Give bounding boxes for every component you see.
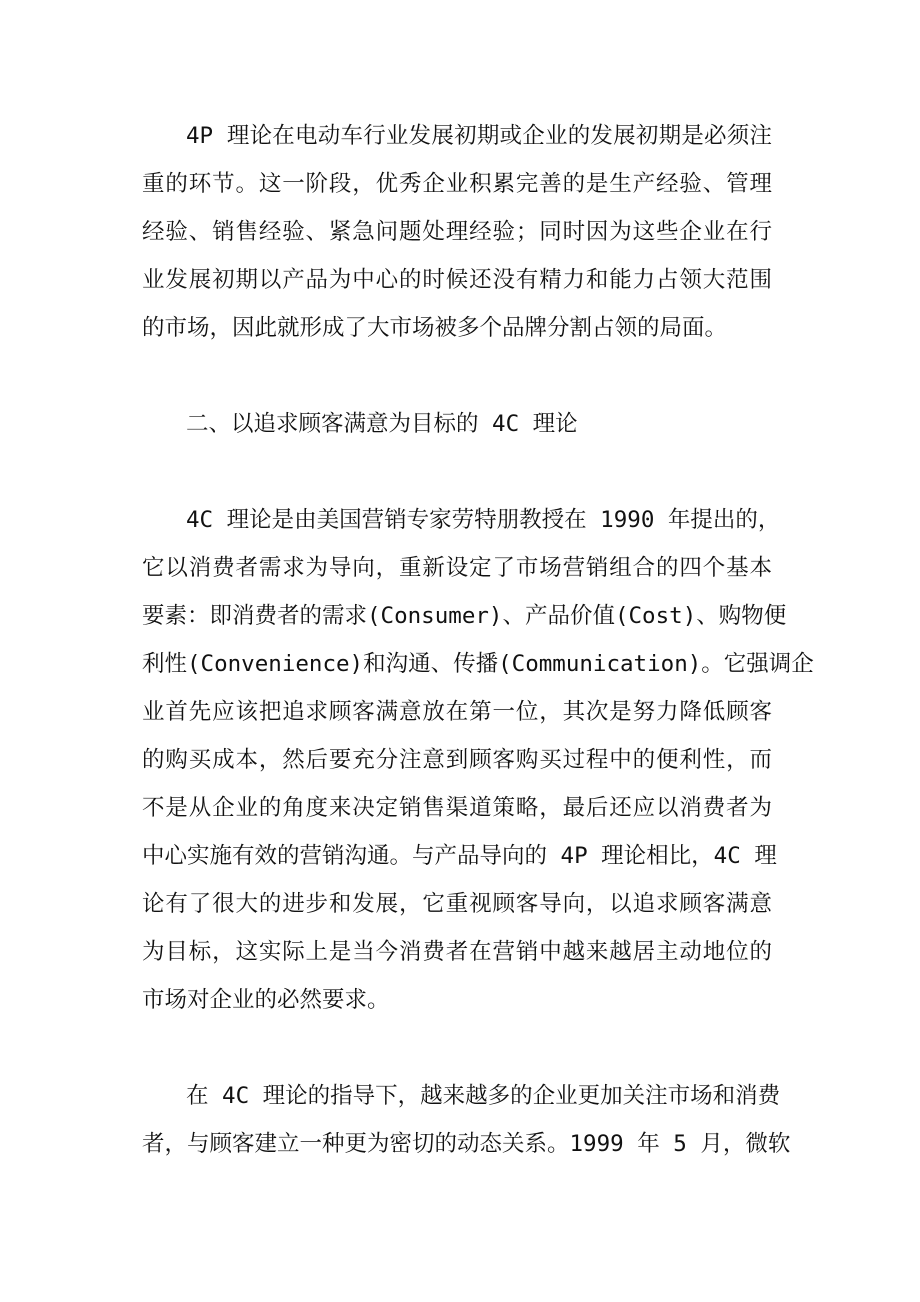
- paragraph-line: 的市场，因此就形成了大市场被多个品牌分割占领的局面。: [142, 315, 728, 341]
- paragraph-line: 经验、销售经验、紧急问题处理经验；同时因为这些企业在行: [142, 219, 772, 245]
- paragraph-line: 中心实施有效的营销沟通。与产品导向的 4P 理论相比，4C 理: [142, 843, 777, 869]
- paragraph-line: 的购买成本，然后要充分注意到顾客购买过程中的便利性，而: [142, 747, 772, 773]
- paragraph-line: 它以消费者需求为导向，重新设定了市场营销组合的四个基本: [142, 555, 772, 581]
- paragraph-line: 者，与顾客建立一种更为密切的动态关系。1999 年 5 月，微软: [142, 1131, 791, 1157]
- paragraph-line: 4C 理论是由美国营销专家劳特朋教授在 1990 年提出的，: [186, 507, 781, 533]
- section-heading: 二、以追求顾客满意为目标的 4C 理论: [186, 411, 578, 437]
- paragraph-line: 不是从企业的角度来决定销售渠道策略，最后还应以消费者为: [142, 795, 772, 821]
- paragraph-line: 业首先应该把追求顾客满意放在第一位，其次是努力降低顾客: [142, 699, 772, 725]
- paragraph-line: 4P 理论在电动车行业发展初期或企业的发展初期是必须注: [186, 123, 772, 149]
- paragraph-line: 利性(Convenience)和沟通、传播(Communication)。它强调企: [142, 651, 814, 677]
- paragraph-line: 重的环节。这一阶段，优秀企业积累完善的是生产经验、管理: [142, 171, 772, 197]
- paragraph-line: 在 4C 理论的指导下，越来越多的企业更加关注市场和消费: [186, 1083, 781, 1109]
- paragraph-line: 为目标，这实际上是当今消费者在营销中越来越居主动地位的: [142, 939, 772, 965]
- paragraph-line: 市场对企业的必然要求。: [142, 987, 390, 1013]
- paragraph-line: 业发展初期以产品为中心的时候还没有精力和能力占领大范围: [142, 267, 772, 293]
- paragraph-line: 要素：即消费者的需求(Consumer)、产品价值(Cost)、购物便: [142, 603, 787, 629]
- paragraph-line: 论有了很大的进步和发展，它重视顾客导向，以追求顾客满意: [142, 891, 772, 917]
